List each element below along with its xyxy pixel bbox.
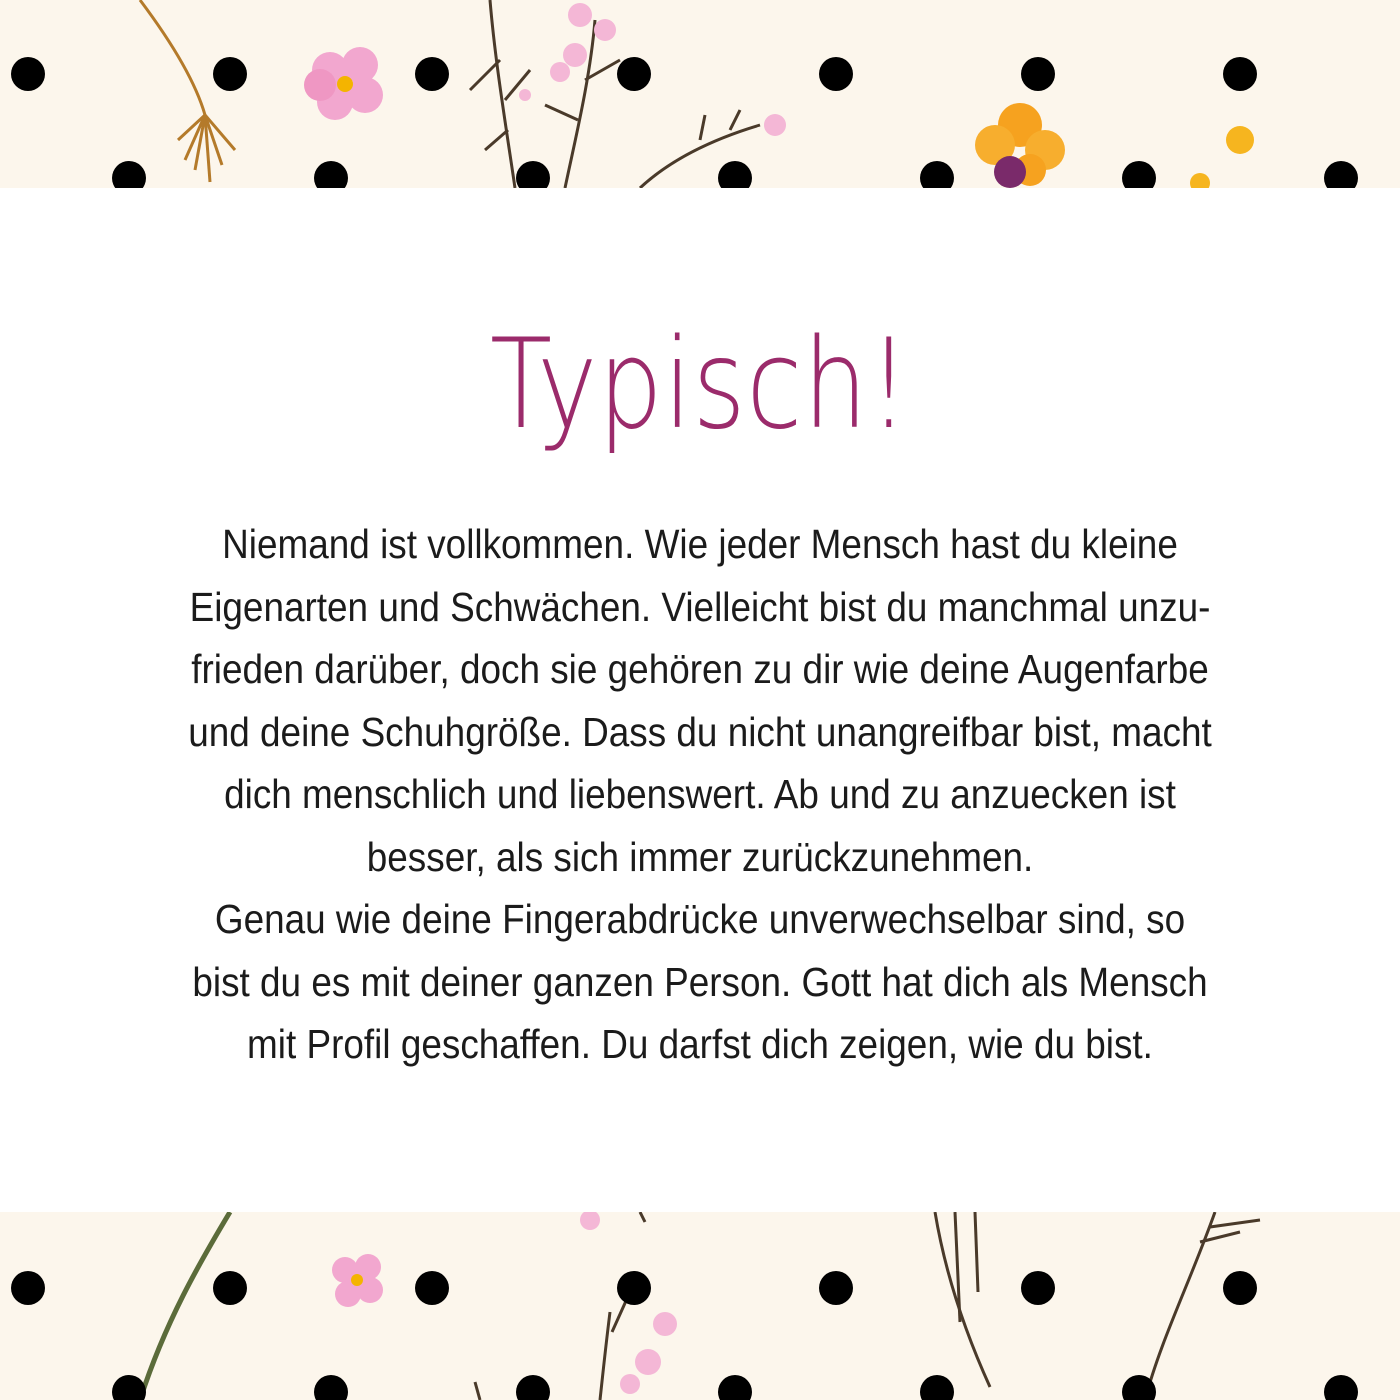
body-line: frieden darüber, doch sie gehören zu dir wie deine Augenfarbe [191, 646, 1209, 692]
body-line: und deine Schuhgröße. Dass du nicht unangreifbar bist, macht [188, 708, 1212, 755]
pink-flower-icon [304, 47, 383, 120]
body-line: Niemand ist vollkommen. Wie jeder Mensch hast du kleine [222, 521, 1178, 567]
dried-grass-icon [140, 0, 235, 182]
polka-dots [11, 1271, 1358, 1400]
top-pattern [0, 0, 1400, 188]
body-line: dich menschlich und liebenswert. Ab und zu anzuecken ist [224, 771, 1176, 817]
bottom-floral-band [0, 1212, 1400, 1400]
card-body-text [110, 513, 1290, 1076]
pink-flower-icon [332, 1254, 383, 1307]
body-line: Genau wie deine Fingerabdrücke unverwechselbar sind, so [214, 896, 1186, 942]
body-line: mit Profil geschaffen. Du darfst dich zeigen, wie du bist. [247, 1021, 1153, 1067]
grass-blade-icon [140, 1212, 230, 1400]
top-floral-band [0, 0, 1400, 188]
bottom-pattern [0, 1212, 1400, 1400]
pink-flower-small-icon [519, 3, 786, 187]
card-title: Typisch! [490, 313, 910, 457]
body-line: Eigenarten und Schwächen. Vielleicht bist du manchmal unzu- [189, 583, 1211, 630]
body-line: besser, als sich immer zurückzunehmen. [366, 833, 1034, 880]
card-content [0, 188, 1400, 1212]
body-line: bist du es mit deiner ganzen Person. Gott hat dich als Mensch [192, 958, 1208, 1005]
wildflower-stems-icon [475, 1212, 1260, 1400]
orange-flower-icon [975, 103, 1254, 188]
